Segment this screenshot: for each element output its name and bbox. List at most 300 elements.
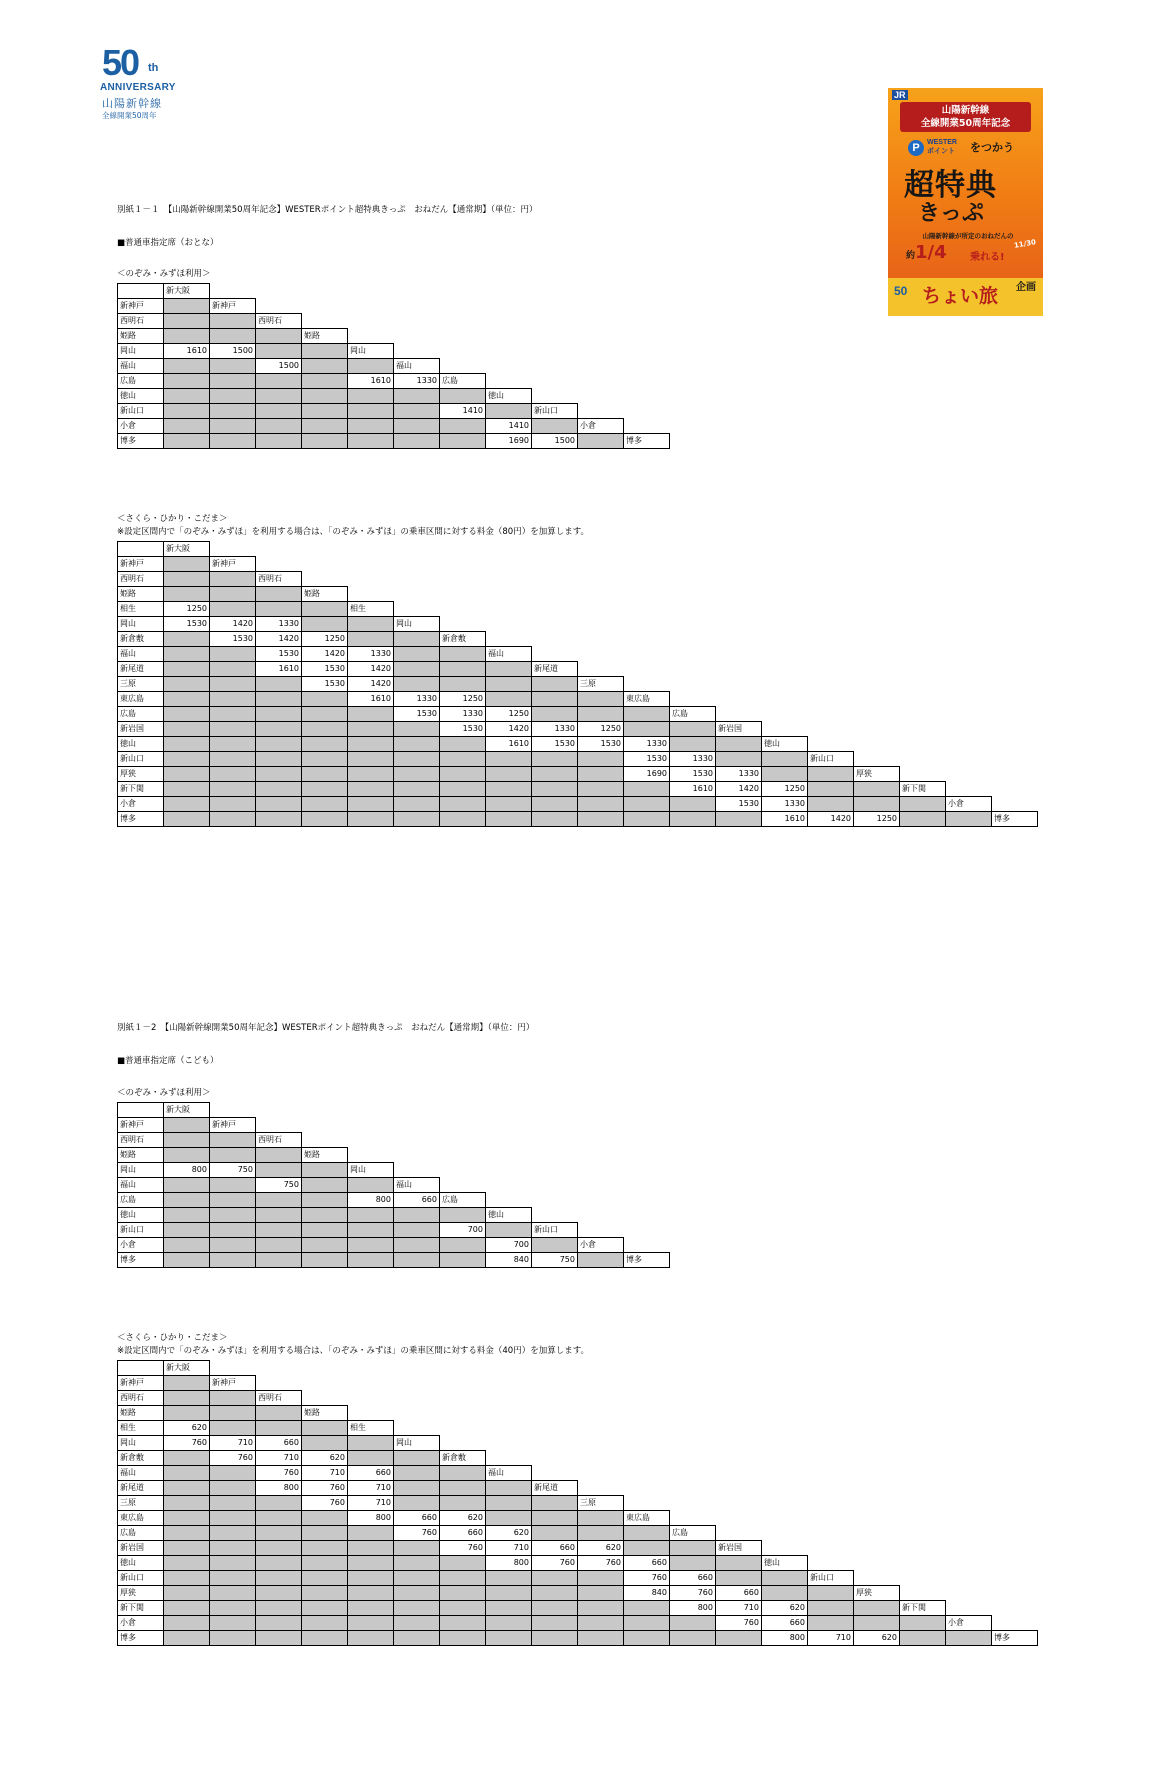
station-label: 新山口	[118, 1223, 164, 1238]
empty-fare-cell	[440, 662, 486, 677]
empty-fare-cell	[394, 389, 440, 404]
empty-fare-cell	[210, 1541, 256, 1556]
blank-cell	[946, 542, 992, 557]
blank-cell	[624, 1238, 670, 1253]
empty-fare-cell	[164, 1208, 210, 1223]
empty-fare-cell	[210, 1133, 256, 1148]
fare-value: 620	[578, 1541, 624, 1556]
blank-cell	[762, 662, 808, 677]
blank-cell	[624, 542, 670, 557]
station-label: 新神戸	[210, 1376, 256, 1391]
empty-fare-cell	[578, 1631, 624, 1646]
station-label: 姫路	[118, 587, 164, 602]
station-label: 新山口	[532, 1223, 578, 1238]
empty-fare-cell	[348, 782, 394, 797]
station-label: 新岩国	[716, 1541, 762, 1556]
blank-cell	[486, 1178, 532, 1193]
empty-fare-cell	[394, 1556, 440, 1571]
fare-value: 620	[486, 1526, 532, 1541]
blank-cell	[808, 632, 854, 647]
blank-cell	[624, 572, 670, 587]
fare-value: 1530	[716, 797, 762, 812]
blank-cell	[348, 1361, 394, 1376]
empty-fare-cell	[210, 1223, 256, 1238]
fare-row	[118, 782, 1038, 797]
station-label: 徳山	[118, 1556, 164, 1571]
blank-cell	[440, 284, 486, 299]
empty-fare-cell	[348, 1556, 394, 1571]
fare-row	[118, 617, 1038, 632]
empty-fare-cell	[256, 1193, 302, 1208]
empty-fare-cell	[486, 1481, 532, 1496]
blank-cell	[440, 1103, 486, 1118]
empty-fare-cell	[210, 1616, 256, 1631]
blank-cell	[394, 1103, 440, 1118]
empty-fare-cell	[900, 1616, 946, 1631]
blank-cell	[854, 1436, 900, 1451]
fare-row	[118, 404, 670, 419]
empty-fare-cell	[302, 419, 348, 434]
blank-cell	[900, 1466, 946, 1481]
empty-fare-cell	[532, 677, 578, 692]
blank-cell	[946, 1586, 992, 1601]
blank-cell	[670, 1406, 716, 1421]
station-label: 新岩国	[118, 1541, 164, 1556]
empty-fare-cell	[578, 797, 624, 812]
empty-fare-cell	[210, 374, 256, 389]
blank-cell	[532, 1421, 578, 1436]
station-label: 徳山	[118, 737, 164, 752]
campaign-poster	[888, 88, 1043, 316]
station-label: 姫路	[302, 1406, 348, 1421]
fare-value: 1330	[532, 722, 578, 737]
blank-cell	[578, 1421, 624, 1436]
station-label: 相生	[348, 1421, 394, 1436]
empty-fare-cell	[302, 707, 348, 722]
empty-fare-cell	[256, 797, 302, 812]
blank-cell	[486, 572, 532, 587]
blank-cell	[624, 617, 670, 632]
empty-fare-cell	[210, 1391, 256, 1406]
blank-cell	[624, 1118, 670, 1133]
fare-value: 1610	[256, 662, 302, 677]
blank-cell	[670, 677, 716, 692]
fare-row	[118, 1541, 1038, 1556]
empty-fare-cell	[486, 1496, 532, 1511]
fare-value: 660	[532, 1541, 578, 1556]
blank-cell	[946, 662, 992, 677]
empty-fare-cell	[670, 737, 716, 752]
empty-fare-cell	[624, 1601, 670, 1616]
blank-cell	[900, 1541, 946, 1556]
empty-fare-cell	[164, 434, 210, 449]
blank-cell	[624, 1436, 670, 1451]
blank-cell	[900, 1376, 946, 1391]
fare-row	[118, 1616, 1038, 1631]
empty-fare-cell	[210, 677, 256, 692]
section-heading-adult: 別紙１－１ 【山陽新幹線開業50周年記念】WESTERポイント超特典きっぷ おねだん【通常期】（単位：円）	[117, 205, 538, 215]
fare-value: 1610	[486, 737, 532, 752]
blank-cell	[578, 617, 624, 632]
blank-cell	[946, 1556, 992, 1571]
blank-cell	[716, 647, 762, 662]
station-label: 厚狭	[118, 767, 164, 782]
blank-cell	[302, 1133, 348, 1148]
blank-cell	[302, 299, 348, 314]
empty-fare-cell	[164, 1541, 210, 1556]
blank-cell	[578, 542, 624, 557]
blank-cell	[624, 1223, 670, 1238]
fare-value: 1500	[256, 359, 302, 374]
empty-fare-cell	[256, 1586, 302, 1601]
blank-cell	[762, 602, 808, 617]
blank-cell	[486, 542, 532, 557]
blank-cell	[532, 1148, 578, 1163]
blank-cell	[992, 662, 1038, 677]
fare-row	[118, 1451, 1038, 1466]
station-label: 新神戸	[118, 1118, 164, 1133]
blank-cell	[486, 284, 532, 299]
empty-fare-cell	[210, 782, 256, 797]
blank-cell	[348, 1376, 394, 1391]
station-label: 福山	[118, 1466, 164, 1481]
blank-cell	[992, 617, 1038, 632]
fare-value: 1420	[348, 677, 394, 692]
blank-cell	[716, 1481, 762, 1496]
blank-cell	[532, 557, 578, 572]
blank-cell	[578, 1481, 624, 1496]
blank-cell	[578, 557, 624, 572]
fare-value: 1500	[532, 434, 578, 449]
blank-cell	[486, 1103, 532, 1118]
empty-fare-cell	[348, 359, 394, 374]
empty-fare-cell	[164, 1406, 210, 1421]
blank-cell	[808, 587, 854, 602]
empty-fare-cell	[532, 1571, 578, 1586]
station-label: 新大阪	[164, 1103, 210, 1118]
blank-cell	[992, 1571, 1038, 1586]
empty-fare-cell	[854, 797, 900, 812]
station-label: 徳山	[486, 1208, 532, 1223]
station-label: 新下関	[900, 1601, 946, 1616]
empty-fare-cell	[348, 419, 394, 434]
empty-fare-cell	[532, 767, 578, 782]
station-label: 厚狭	[118, 1586, 164, 1601]
blank-cell	[670, 1466, 716, 1481]
blank-cell	[762, 1421, 808, 1436]
blank-cell	[716, 677, 762, 692]
blank-cell	[854, 1541, 900, 1556]
blank-cell	[992, 797, 1038, 812]
empty-fare-cell	[440, 797, 486, 812]
blank-cell	[900, 737, 946, 752]
empty-fare-cell	[210, 767, 256, 782]
blank-cell	[900, 602, 946, 617]
poster-quarter	[906, 242, 947, 263]
blank-cell	[624, 1451, 670, 1466]
station-label: 新山口	[808, 1571, 854, 1586]
blank-cell	[532, 1103, 578, 1118]
empty-fare-cell	[716, 1571, 762, 1586]
empty-fare-cell	[164, 632, 210, 647]
blank-cell	[900, 692, 946, 707]
empty-fare-cell	[302, 1541, 348, 1556]
station-label: 三原	[578, 677, 624, 692]
blank-cell	[440, 617, 486, 632]
empty-fare-cell	[164, 1451, 210, 1466]
blank-cell	[578, 329, 624, 344]
fare-value: 710	[348, 1496, 394, 1511]
poster-title	[900, 102, 1031, 132]
blank-cell	[210, 542, 256, 557]
blank-cell	[670, 602, 716, 617]
fare-value: 840	[624, 1586, 670, 1601]
blank-cell	[946, 1391, 992, 1406]
blank-cell	[440, 602, 486, 617]
fare-value: 660	[716, 1586, 762, 1601]
blank-cell	[348, 1148, 394, 1163]
blank-cell	[808, 1361, 854, 1376]
blank-cell	[762, 617, 808, 632]
fare-value: 1330	[394, 692, 440, 707]
empty-fare-cell	[256, 1406, 302, 1421]
blank-cell	[992, 1541, 1038, 1556]
empty-fare-cell	[624, 1541, 670, 1556]
logo-number: 50	[102, 42, 139, 83]
logo-caption: 全線開業50周年	[102, 111, 157, 120]
empty-fare-cell	[302, 1436, 348, 1451]
blank-cell	[946, 1436, 992, 1451]
empty-fare-cell	[348, 1436, 394, 1451]
empty-fare-cell	[348, 617, 394, 632]
blank-cell	[992, 767, 1038, 782]
blank-cell	[900, 632, 946, 647]
fare-row	[118, 1436, 1038, 1451]
empty-fare-cell	[210, 1178, 256, 1193]
blank-cell	[486, 1436, 532, 1451]
fare-value: 1330	[624, 737, 670, 752]
empty-fare-cell	[256, 767, 302, 782]
blank-cell	[946, 1361, 992, 1376]
blank-cell	[578, 284, 624, 299]
wester-label	[927, 138, 957, 156]
empty-fare-cell	[210, 1631, 256, 1646]
blank-cell	[440, 329, 486, 344]
empty-fare-cell	[164, 1526, 210, 1541]
empty-fare-cell	[394, 1616, 440, 1631]
blank-cell	[762, 647, 808, 662]
blank-cell	[762, 572, 808, 587]
empty-fare-cell	[440, 1556, 486, 1571]
fare-value: 840	[486, 1253, 532, 1268]
blank-cell	[440, 1421, 486, 1436]
blank-cell	[348, 557, 394, 572]
station-label: 小倉	[946, 1616, 992, 1631]
station-label: 広島	[670, 707, 716, 722]
empty-fare-cell	[486, 797, 532, 812]
blank-cell	[946, 1526, 992, 1541]
blank-cell	[486, 632, 532, 647]
blank-cell	[578, 572, 624, 587]
blank-cell	[900, 1406, 946, 1421]
empty-fare-cell	[440, 1466, 486, 1481]
blank-cell	[578, 1451, 624, 1466]
fare-row	[118, 1466, 1038, 1481]
blank-cell	[900, 1391, 946, 1406]
station-label: 新下関	[118, 1601, 164, 1616]
blank-cell	[348, 284, 394, 299]
empty-fare-cell	[164, 722, 210, 737]
blank-cell	[808, 692, 854, 707]
station-label: 西明石	[256, 1133, 302, 1148]
blank-cell	[808, 1496, 854, 1511]
fare-value: 660	[670, 1571, 716, 1586]
blank-cell	[992, 1376, 1038, 1391]
blank-cell	[900, 1451, 946, 1466]
blank-cell	[854, 1406, 900, 1421]
empty-fare-cell	[532, 1526, 578, 1541]
blank-cell	[486, 1406, 532, 1421]
blank-cell	[900, 1511, 946, 1526]
blank-cell	[900, 1361, 946, 1376]
empty-fare-cell	[302, 404, 348, 419]
empty-fare-cell	[532, 707, 578, 722]
blank-cell	[992, 1496, 1038, 1511]
station-label: 岡山	[348, 344, 394, 359]
blank-cell	[624, 1496, 670, 1511]
blank-cell	[854, 1451, 900, 1466]
empty-fare-cell	[348, 752, 394, 767]
empty-fare-cell	[532, 1631, 578, 1646]
blank-cell	[716, 542, 762, 557]
blank-cell	[808, 1451, 854, 1466]
fare-value: 1250	[486, 707, 532, 722]
empty-fare-cell	[256, 1556, 302, 1571]
station-label: 東広島	[624, 1511, 670, 1526]
empty-fare-cell	[210, 1481, 256, 1496]
station-label: 姫路	[118, 1148, 164, 1163]
blank-cell	[992, 587, 1038, 602]
blank-cell	[808, 1406, 854, 1421]
empty-fare-cell	[440, 419, 486, 434]
fare-value: 1610	[762, 812, 808, 827]
fare-value: 1420	[808, 812, 854, 827]
empty-fare-cell	[394, 1466, 440, 1481]
fare-row	[118, 1178, 670, 1193]
blank-cell	[394, 1148, 440, 1163]
blank-cell	[900, 1571, 946, 1586]
blank-cell	[440, 344, 486, 359]
empty-fare-cell	[302, 1511, 348, 1526]
empty-fare-cell	[302, 1208, 348, 1223]
blank-cell	[532, 602, 578, 617]
blank-cell	[716, 692, 762, 707]
fare-value: 800	[164, 1163, 210, 1178]
blank-cell	[486, 1391, 532, 1406]
station-label: 小倉	[118, 797, 164, 812]
blank-cell	[440, 314, 486, 329]
blank-cell	[578, 1208, 624, 1223]
empty-fare-cell	[348, 1223, 394, 1238]
blank-cell	[808, 542, 854, 557]
blank-cell	[854, 602, 900, 617]
empty-fare-cell	[394, 1571, 440, 1586]
blank-cell	[394, 542, 440, 557]
blank-cell	[532, 1193, 578, 1208]
station-label: 新山口	[118, 404, 164, 419]
empty-fare-cell	[440, 1571, 486, 1586]
fare-value: 1410	[486, 419, 532, 434]
empty-fare-cell	[394, 1253, 440, 1268]
fare-value: 1330	[670, 752, 716, 767]
station-label: 福山	[486, 1466, 532, 1481]
blank-cell	[808, 1556, 854, 1571]
empty-fare-cell	[762, 752, 808, 767]
blank-cell	[992, 632, 1038, 647]
blank-cell	[716, 1511, 762, 1526]
fare-row	[118, 1163, 670, 1178]
blank-cell	[808, 1481, 854, 1496]
blank-cell	[394, 557, 440, 572]
blank-cell	[946, 752, 992, 767]
empty-fare-cell	[532, 752, 578, 767]
blank-cell	[624, 374, 670, 389]
fare-value: 620	[762, 1601, 808, 1616]
empty-fare-cell	[164, 707, 210, 722]
empty-fare-cell	[440, 752, 486, 767]
station-label: 新尾道	[532, 1481, 578, 1496]
station-label: 厚狭	[854, 767, 900, 782]
blank-cell	[900, 617, 946, 632]
anniversary-logo	[100, 42, 176, 124]
empty-fare-cell	[348, 1238, 394, 1253]
blank-cell	[486, 1376, 532, 1391]
empty-fare-cell	[532, 797, 578, 812]
fare-row	[118, 647, 1038, 662]
empty-fare-cell	[256, 1253, 302, 1268]
blank-cell	[624, 602, 670, 617]
poster-choi-tabi: ちょい旅	[922, 285, 999, 307]
empty-fare-cell	[302, 1193, 348, 1208]
blank-cell	[578, 404, 624, 419]
poster-title-line2: 全線開業50周年記念	[920, 118, 1011, 129]
blank-cell	[854, 1481, 900, 1496]
empty-fare-cell	[716, 752, 762, 767]
section-category-adult: ■普通車指定席（おとな）	[117, 238, 219, 248]
blank-cell	[762, 1391, 808, 1406]
empty-fare-cell	[210, 692, 256, 707]
blank-cell	[808, 1391, 854, 1406]
station-label: 厚狭	[854, 1586, 900, 1601]
empty-fare-cell	[486, 662, 532, 677]
blank-cell	[624, 299, 670, 314]
blank-cell	[946, 647, 992, 662]
empty-fare-cell	[302, 737, 348, 752]
fare-value: 1330	[440, 707, 486, 722]
fare-value: 1530	[670, 767, 716, 782]
station-label: 姫路	[302, 1148, 348, 1163]
blank-cell	[486, 359, 532, 374]
fare-value: 1530	[256, 647, 302, 662]
station-label: 新山口	[808, 752, 854, 767]
empty-fare-cell	[210, 662, 256, 677]
blank-cell	[624, 1163, 670, 1178]
empty-fare-cell	[210, 1511, 256, 1526]
fare-value: 1420	[486, 722, 532, 737]
empty-fare-cell	[164, 1601, 210, 1616]
blank-cell	[946, 1406, 992, 1421]
blank-cell	[578, 1361, 624, 1376]
